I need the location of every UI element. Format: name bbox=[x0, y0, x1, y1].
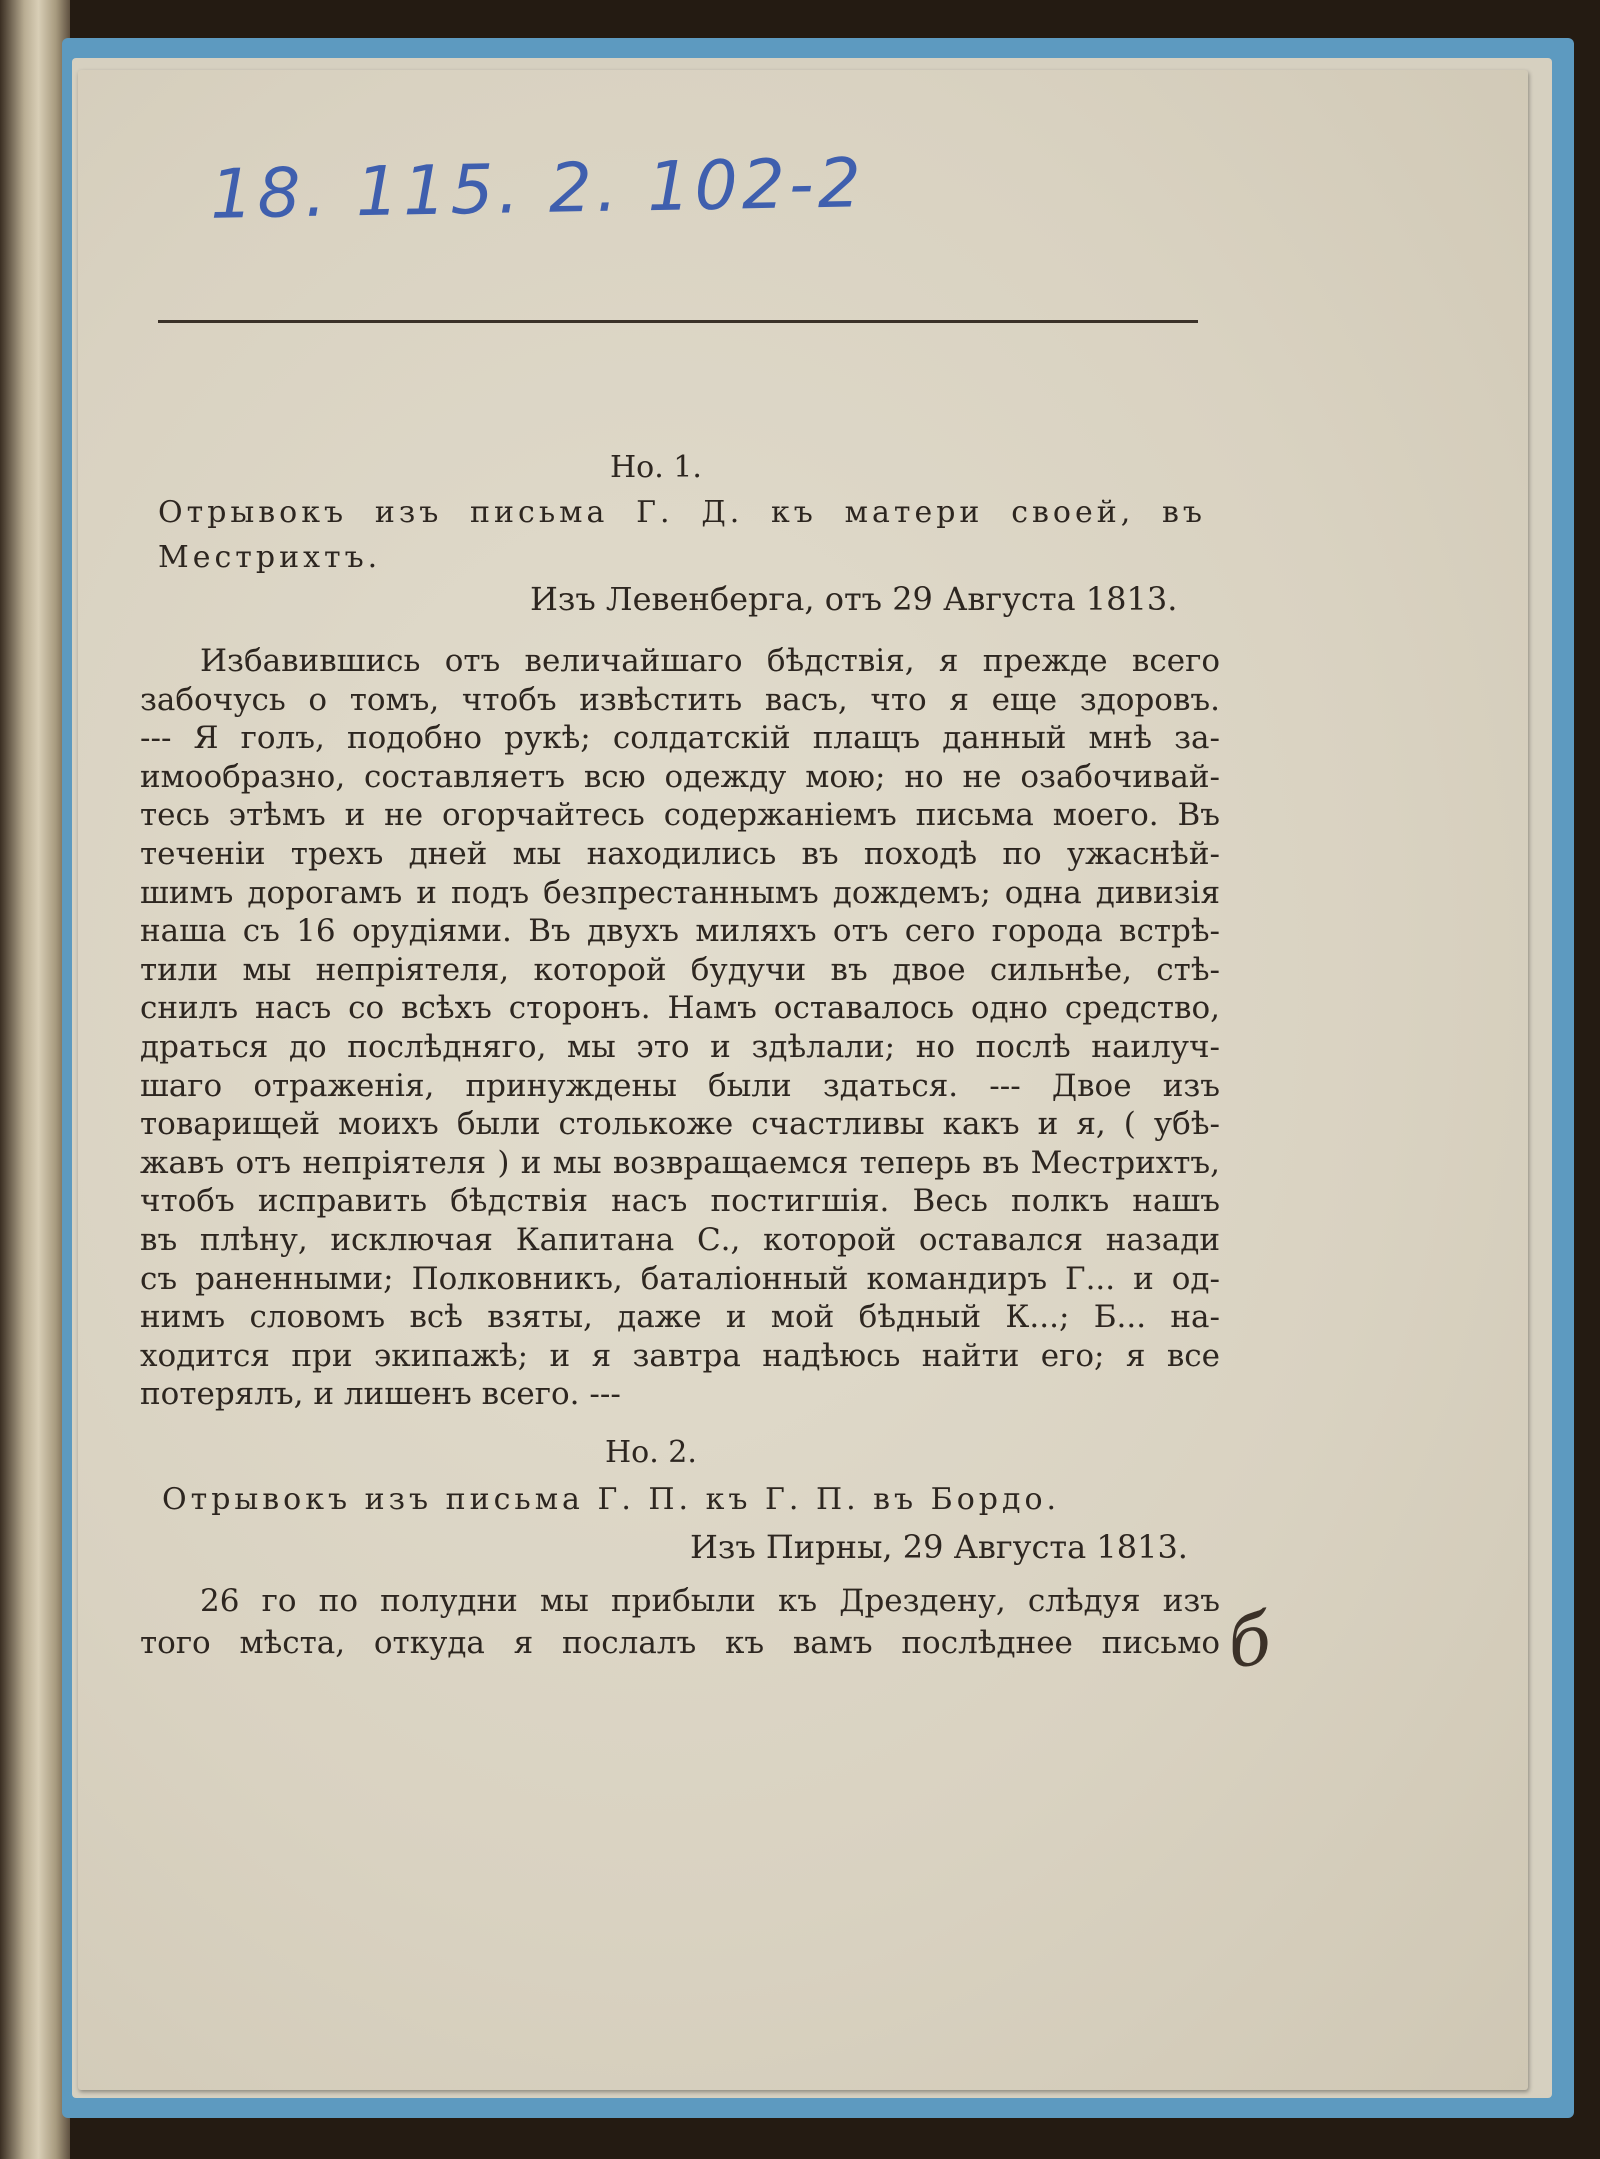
text-line: тили мы непріятеля, которой будучи въ двое сильнѣе, стѣ- bbox=[140, 951, 1220, 988]
text-line: потерялъ, и лишенъ всего. --- bbox=[140, 1376, 621, 1413]
text-line: драться до послѣдняго, мы это и здѣлали; но послѣ наилуч- bbox=[140, 1029, 1220, 1065]
text-line: снилъ насъ со всѣхъ сторонъ. Намъ оставалось одно средство, bbox=[140, 990, 1220, 1027]
text-line: чтобъ исправить бѣдствія насъ постигшія. Весь полкъ нашъ bbox=[140, 1183, 1220, 1220]
text-line: теченіи трехъ дней мы находились въ походѣ по ужаснѣй- bbox=[140, 836, 1220, 872]
text-line: --- Я голъ, подобно рукѣ; солдатскій плащъ данный мнѣ за- bbox=[140, 720, 1220, 757]
text-line: имообразно, составляетъ всю одежду мою; но не озабочивай- bbox=[140, 758, 1220, 795]
text-line: забочусь о томъ, чтобъ извѣстить васъ, что я еще здоровъ. bbox=[140, 681, 1220, 718]
letter1-title-line2: Местрихтъ. bbox=[158, 540, 382, 575]
letter1-number: Но. 1. bbox=[610, 450, 702, 485]
book-binding-edge bbox=[0, 0, 70, 2159]
text-line: того мѣста, откуда я послалъ къ вамъ послѣднее письмо bbox=[140, 1625, 1220, 1661]
letter1-place-date: Изъ Левенберга, отъ 29 Августа 1813. bbox=[530, 580, 1178, 618]
horizontal-rule bbox=[158, 320, 1198, 323]
text-line: наша съ 16 орудіями. Въ двухъ миляхъ отъ сего города встрѣ- bbox=[140, 913, 1220, 950]
text-line: 26 го по полудни мы прибыли къ Дрездену, слѣдуя изъ bbox=[200, 1583, 1220, 1619]
text-line: нимъ словомъ всѣ взяты, даже и мой бѣдный К...; Б... на- bbox=[140, 1299, 1220, 1336]
text-line: тесь этѣмъ и не огорчайтесь содержаніемъ письма моего. Въ bbox=[140, 797, 1220, 834]
handwritten-shelfmark: 18. 115. 2. 102-2 bbox=[209, 144, 866, 235]
text-line: ходится при экипажѣ; и я завтра надѣюсь найти его; я все bbox=[140, 1337, 1220, 1374]
text-line: товарищей моихъ были столькоже счастливы какъ и я, ( убѣ- bbox=[140, 1106, 1220, 1143]
text-line: жавъ отъ непріятеля ) и мы возвращаемся теперь въ Местрихтъ, bbox=[140, 1144, 1220, 1181]
text-line: Избавившись отъ величайшаго бѣдствія, я прежде всего bbox=[200, 643, 1220, 679]
letter2-title: Отрывокъ изъ письма Г. П. къ Г. П. въ Бордо. bbox=[162, 1482, 1061, 1517]
text-line: шимъ дорогамъ и подъ безпрестаннымъ дождемъ; одна дивизія bbox=[140, 874, 1220, 911]
text-line: въ плѣну, исключая Капитана С., которой оставался назади bbox=[140, 1222, 1220, 1258]
letter2-number: Но. 2. bbox=[605, 1435, 697, 1470]
text-line: шаго отраженія, принуждены были здаться. --- Двое изъ bbox=[140, 1067, 1220, 1104]
letter1-title-line1: Отрывокъ изъ письма Г. Д. къ матери своей, въ bbox=[158, 495, 1206, 530]
text-line: съ раненными; Полковникъ, баталіонный командиръ Г... и од- bbox=[140, 1260, 1220, 1297]
letter2-place-date: Изъ Пирны, 29 Августа 1813. bbox=[690, 1528, 1188, 1566]
handwritten-page-mark: б bbox=[1222, 1597, 1277, 1685]
